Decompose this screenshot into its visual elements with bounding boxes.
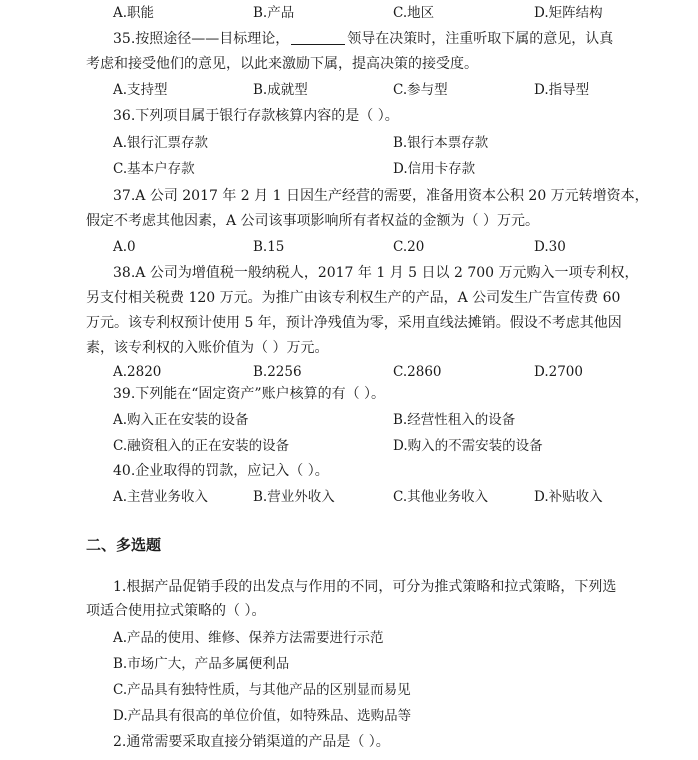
- q35-stem-part2: 领导在决策时，注重听取下属的意见，认真: [347, 31, 614, 47]
- q35-stem-line2: 考虑和接受他们的意见，以此来激励下属，提高决策的接受度。: [86, 56, 478, 72]
- q36-stem: 36.下列项目属于银行存款核算内容的是（ ）。: [113, 108, 399, 124]
- m2-stem: 2.通常需要采取直接分销渠道的产品是（ ）。: [113, 734, 390, 750]
- m1-stem-line1: 1.根据产品促销手段的出发点与作用的不同，可分为推式策略和拉式策略，下列选: [113, 579, 617, 595]
- q36-option-c: C.基本户存款: [113, 161, 195, 177]
- q39-option-d: D.购入的不需安装的设备: [393, 438, 543, 454]
- q39-option-b: B.经营性租入的设备: [393, 412, 516, 428]
- m1-option-a: A.产品的使用、维修、保养方法需要进行示范: [113, 630, 384, 646]
- q35-option-c: C.参与型: [393, 82, 448, 98]
- q39-option-a: A.购入正在安装的设备: [113, 412, 249, 428]
- q34-option-d: D.矩阵结构: [534, 5, 603, 21]
- q36-option-b: B.银行本票存款: [393, 135, 489, 151]
- q34-option-b: B.产品: [253, 5, 295, 21]
- q40-option-d: D.补贴收入: [534, 489, 603, 505]
- q36-option-d: D.信用卡存款: [393, 161, 476, 177]
- m1-option-c: C.产品具有独特性质，与其他产品的区别显而易见: [113, 682, 411, 698]
- m1-stem-line2: 项适合使用拉式策略的（ ）。: [86, 603, 266, 619]
- q38-stem-line2: 另支付相关税费 120 万元。为推广由该专利权生产的产品，A 公司发生广告宣传费 60: [86, 290, 621, 306]
- q37-stem-line1: 37.A 公司 2017 年 2 月 1 日因生产经营的需要，准备用资本公积 20 万元转增资本，: [113, 188, 649, 204]
- section-heading-multiple-choice: 二、多选题: [86, 536, 162, 554]
- q38-option-a: A.2820: [113, 364, 162, 380]
- q35-option-b: B.成就型: [253, 82, 308, 98]
- m1-option-d: D.产品具有很高的单位价值，如特殊品、选购品等: [113, 708, 412, 724]
- q35-stem-line1: [113, 29, 613, 49]
- q34-option-a: A.职能: [113, 5, 155, 21]
- q39-option-c: C.融资租入的正在安装的设备: [113, 438, 290, 454]
- q40-option-c: C.其他业务收入: [393, 489, 489, 505]
- q37-option-b: B.15: [253, 239, 285, 255]
- q40-option-b: B.营业外收入: [253, 489, 335, 505]
- q40-stem: 40.企业取得的罚款，应记入（ ）。: [113, 463, 329, 479]
- q39-stem: 39.下列能在“固定资产”账户核算的有（ ）。: [113, 386, 386, 402]
- q35-option-d: D.指导型: [534, 82, 590, 98]
- q37-option-a: A.0: [113, 239, 136, 255]
- q36-option-a: A.银行汇票存款: [113, 135, 209, 151]
- q37-option-d: D.30: [534, 239, 566, 255]
- q35-option-a: A.支持型: [113, 82, 168, 98]
- q38-stem-line4: 素，该专利权的入账价值为（ ）万元。: [86, 340, 329, 356]
- q38-option-d: D.2700: [534, 364, 583, 380]
- q38-stem-line3: 万元。该专利权预计使用 5 年，预计净残值为零，采用直线法摊销。假设不考虑其他因: [86, 315, 622, 331]
- m1-option-b: B.市场广大，产品多属便利品: [113, 656, 290, 672]
- q38-option-c: C.2860: [393, 364, 442, 380]
- q34-option-c: C.地区: [393, 5, 435, 21]
- q35-stem-part1: 35.按照途径——目标理论，: [113, 31, 290, 47]
- q38-stem-line1: 38.A 公司为增值税一般纳税人，2017 年 1 月 5 日以 2 700 万元购入一项专利权，: [113, 265, 639, 281]
- q40-option-a: A.主营业务收入: [113, 489, 209, 505]
- q35-blank: [291, 30, 345, 45]
- q37-option-c: C.20: [393, 239, 425, 255]
- q38-option-b: B.2256: [253, 364, 302, 380]
- q37-stem-line2: 假定不考虑其他因素，A 公司该事项影响所有者权益的金额为（ ）万元。: [86, 213, 540, 229]
